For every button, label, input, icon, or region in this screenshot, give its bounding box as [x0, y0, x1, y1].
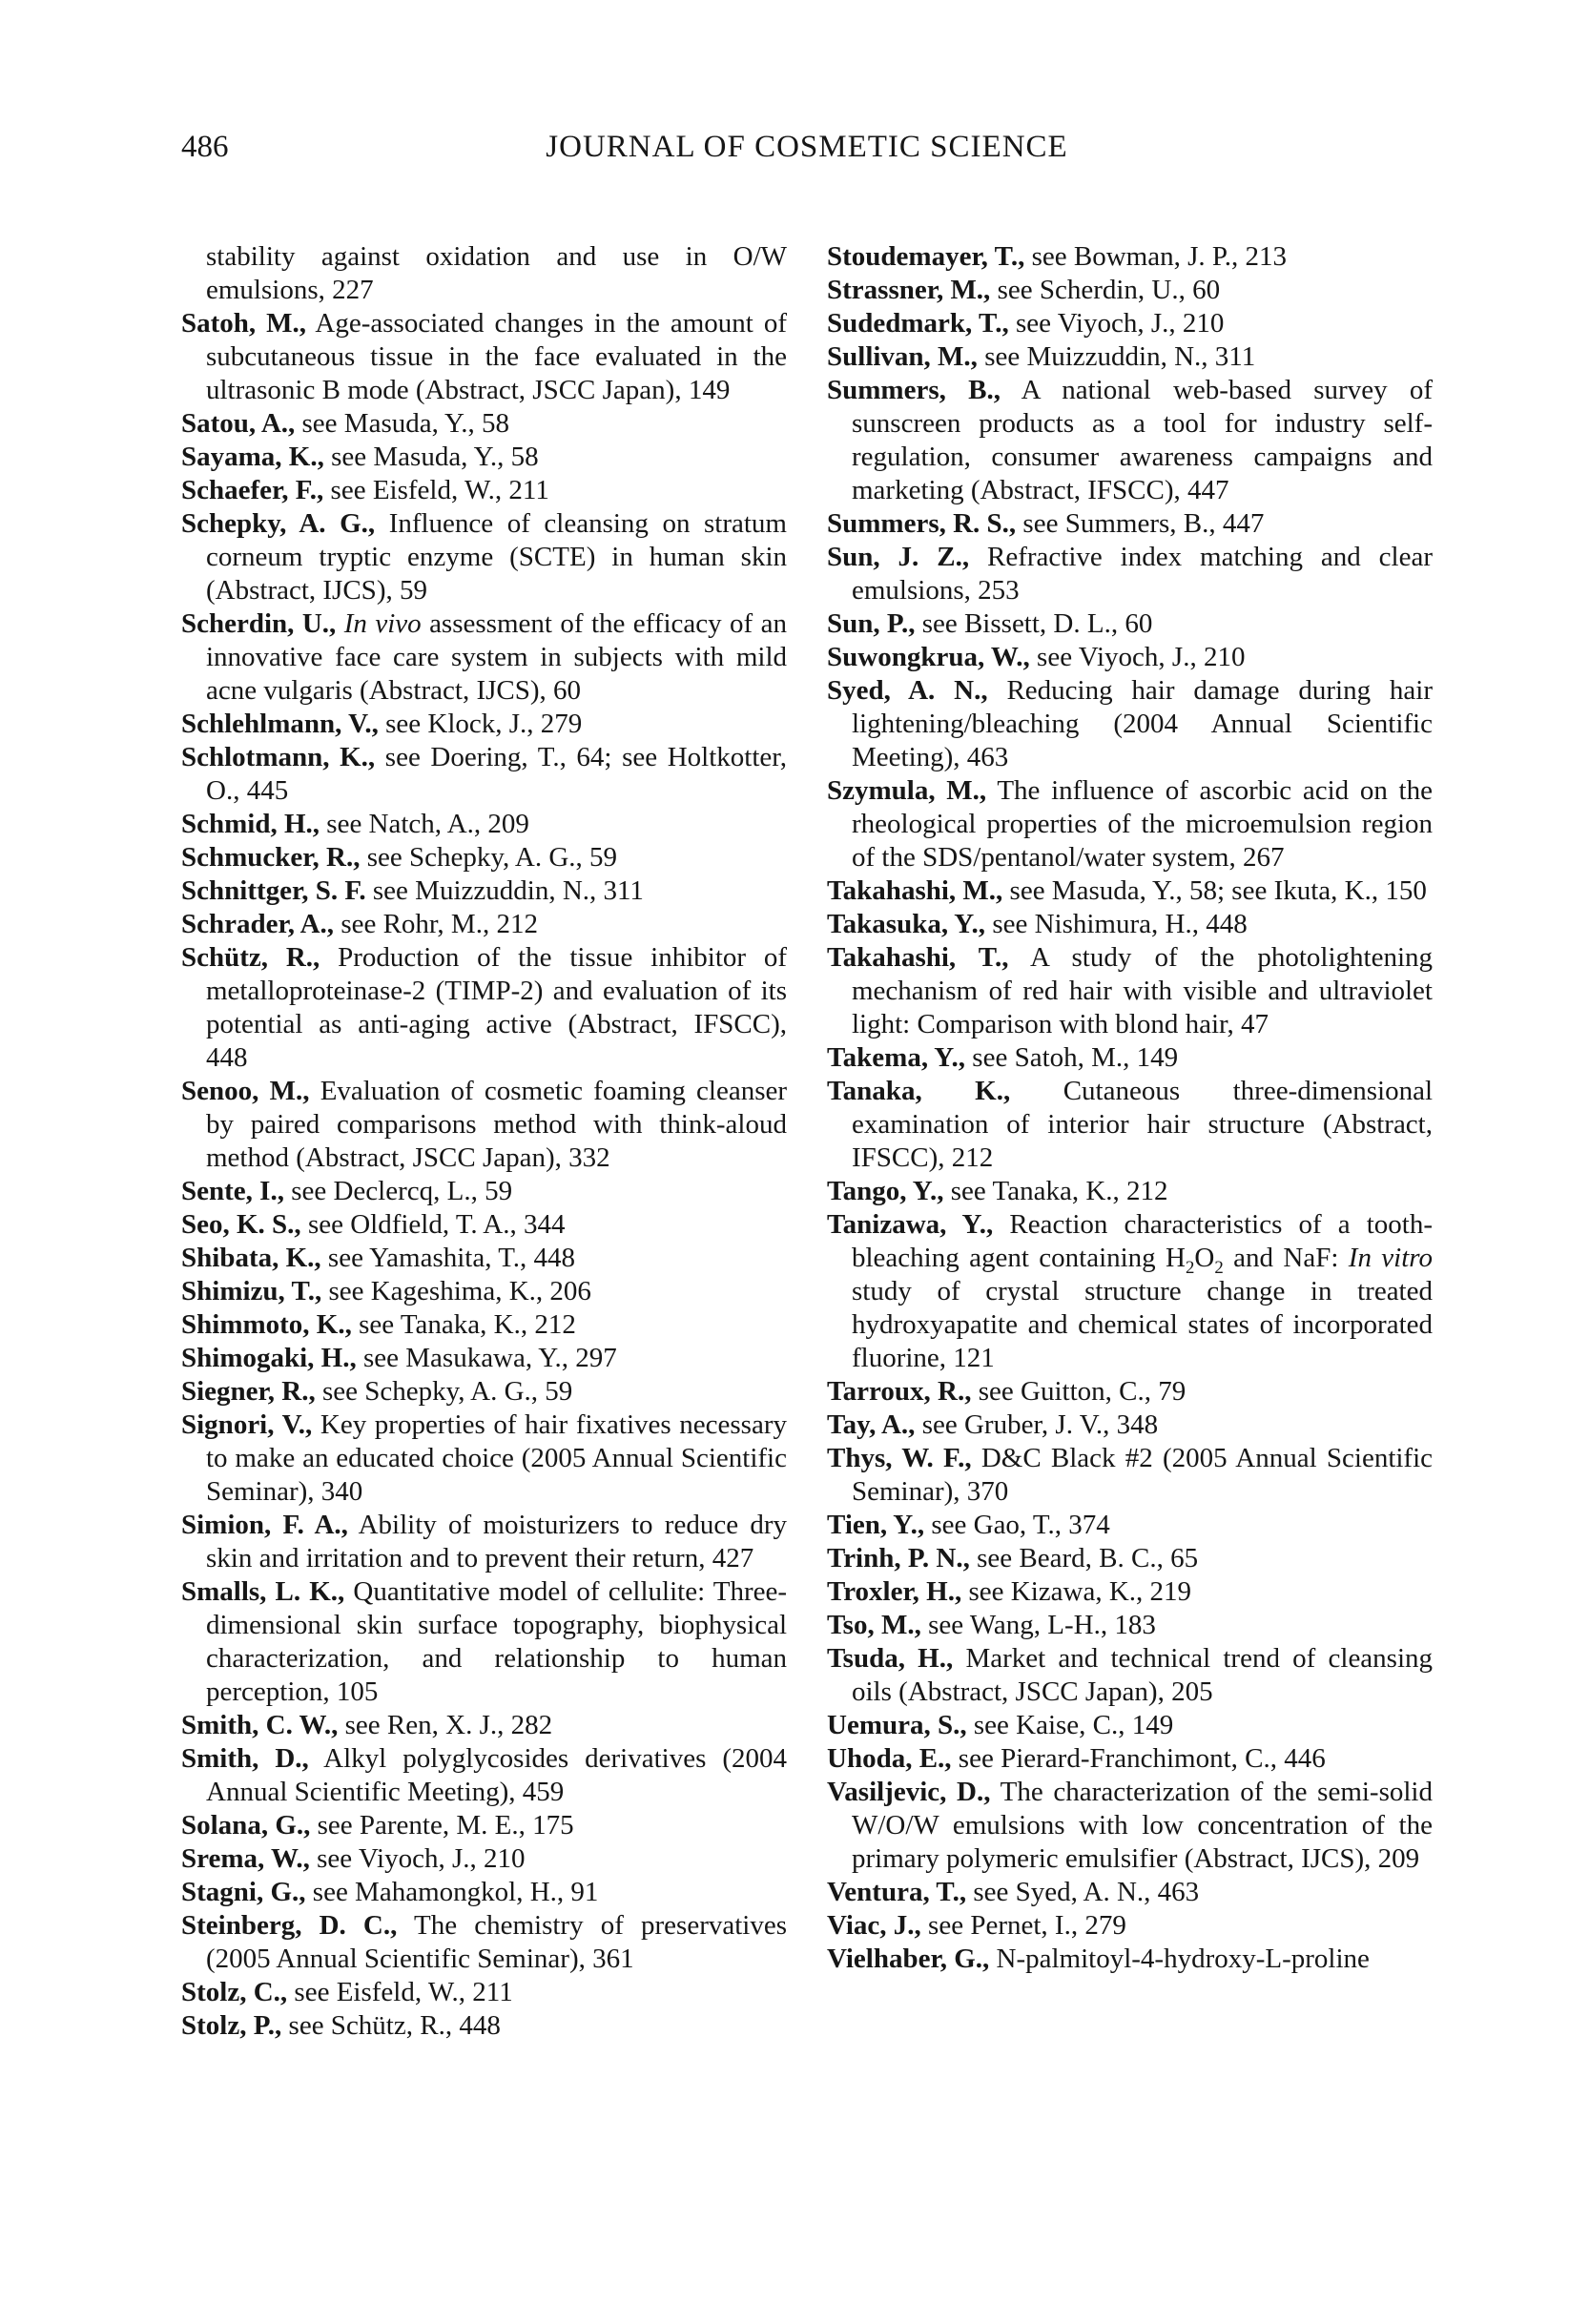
index-entry: Steinberg, D. C., The chemistry of preservatives (2005 Annual Scientific Seminar), 361: [181, 1910, 787, 1974]
entry-author: Uhoda, E.,: [827, 1743, 952, 1774]
index-entry: Schmid, H., see Natch, A., 209: [181, 809, 529, 839]
index-entry: Suwongkrua, W., see Viyoch, J., 210: [827, 642, 1246, 672]
index-entry: Syed, A. N., Reducing hair damage during hair lightening/bleaching (2004 Annual Scientific Meeting), 463: [827, 675, 1433, 772]
entry-author: Ventura, T.,: [827, 1877, 967, 1907]
journal-title: JOURNAL OF COSMETIC SCIENCE: [546, 130, 1068, 164]
entry-author: Sun, J. Z.,: [827, 542, 970, 572]
index-entry: Takasuka, Y., see Nishimura, H., 448: [827, 909, 1248, 939]
entry-author: Takasuka, Y.,: [827, 909, 986, 939]
index-entry: Smalls, L. K., Quantitative model of cellulite: Three-dimensional skin surface topography, biophysical characterization, and relationship to human perception, 105: [181, 1576, 787, 1707]
index-entry: Stoudemayer, T., see Bowman, J. P., 213: [827, 241, 1288, 272]
entry-author: Summers, B.,: [827, 375, 1001, 405]
index-entry: Tien, Y., see Gao, T., 374: [827, 1510, 1110, 1540]
entry-author: Stoudemayer, T.,: [827, 241, 1025, 272]
index-entry: Simion, F. A., Ability of moisturizers to reduce dry skin and irritation and to prevent their return, 427: [181, 1510, 787, 1573]
index-entry: Schepky, A. G., Influence of cleansing on stratum corneum tryptic enzyme (SCTE) in human skin (Abstract, IJCS), 59: [181, 508, 787, 606]
entry-author: Viac, J.,: [827, 1910, 921, 1941]
entry-author: Schlotmann, K.,: [181, 742, 376, 772]
index-column-right: [827, 240, 1433, 2043]
entry-author: Schmid, H.,: [181, 809, 320, 839]
entry-author: Suwongkrua, W.,: [827, 642, 1030, 672]
index-entry: Shimizu, T., see Kageshima, K., 206: [181, 1276, 591, 1306]
index-entry: Satoh, M., Age-associated changes in the amount of subcutaneous tissue in the face evaluated in the ultrasonic B mode (Abstract, JSCC Japan), 149: [181, 308, 787, 405]
index-entry: Takema, Y., see Satoh, M., 149: [827, 1042, 1179, 1073]
index-entry: Schmucker, R., see Schepky, A. G., 59: [181, 842, 618, 873]
entry-author: Signori, V.,: [181, 1409, 313, 1440]
index-entry: Shimogaki, H., see Masukawa, Y., 297: [181, 1343, 617, 1373]
entry-author: Vasiljevic, D.,: [827, 1777, 991, 1807]
entry-author: Scherdin, U.,: [181, 608, 337, 639]
index-entry: Smith, C. W., see Ren, X. J., 282: [181, 1710, 553, 1740]
entry-author: Sullivan, M.,: [827, 341, 978, 372]
index-entry: Trinh, P. N., see Beard, B. C., 65: [827, 1543, 1199, 1573]
entry-author: Schepky, A. G.,: [181, 508, 376, 539]
entry-author: Schrader, A.,: [181, 909, 335, 939]
entry-author: Troxler, H.,: [827, 1576, 962, 1607]
index-entry: Vasiljevic, D., The characterization of the semi-solid W/O/W emulsions with low concentration of the primary polymeric emulsifier (Abstract, IJCS), 209: [827, 1777, 1433, 1874]
index-entry: Solana, G., see Parente, M. E., 175: [181, 1810, 574, 1841]
index-entry: Signori, V., Key properties of hair fixatives necessary to make an educated choice (2005 Annual Scientific Seminar), 340: [181, 1409, 787, 1507]
entry-author: Trinh, P. N.,: [827, 1543, 970, 1573]
index-entry: Summers, B., A national web-based survey of sunscreen products as a tool for industry self-regulation, consumer awareness campaigns and marketing (Abstract, IFSCC), 447: [827, 375, 1434, 505]
index-entry: Tanizawa, Y., Reaction characteristics of a tooth-bleaching agent containing $H_2O_2$ and NaF: In vitro study of crystal structure change in treated hydroxyapatite and chemical states of incorporated fluorine, 121: [827, 1209, 1434, 1373]
entry-author: Smith, D.,: [181, 1743, 309, 1774]
entry-author: Takahashi, M.,: [827, 875, 1003, 906]
index-entry: Sudedmark, T., see Viyoch, J., 210: [827, 308, 1225, 339]
index-entry: Tanaka, K., Cutaneous three-dimensional examination of interior hair structure (Abstract, IFSCC), 212: [827, 1076, 1433, 1173]
entry-author: Sente, I.,: [181, 1176, 284, 1206]
index-entry: Tsuda, H., Market and technical trend of cleansing oils (Abstract, JSCC Japan), 205: [827, 1643, 1434, 1707]
entry-author: Simion, F. A.,: [181, 1510, 348, 1540]
entry-author: Senoo, M.,: [181, 1076, 310, 1106]
index-entry: Siegner, R., see Schepky, A. G., 59: [181, 1376, 573, 1407]
index-entry: Takahashi, T., A study of the photolightening mechanism of red hair with visible and ultraviolet light: Comparison with blond hair, 47: [827, 942, 1433, 1039]
entry-author: Syed, A. N.,: [827, 675, 988, 706]
entry-author: Schlehlmann, V.,: [181, 709, 379, 739]
entry-author: Solana, G.,: [181, 1810, 311, 1841]
entry-author: Stolz, C.,: [181, 1977, 288, 2007]
index-entry: Sun, P., see Bissett, D. L., 60: [827, 608, 1153, 639]
index-entry: Sayama, K., see Masuda, Y., 58: [181, 442, 539, 472]
index-entry: Szymula, M., The influence of ascorbic acid on the rheological properties of the microemulsion region of the SDS/pentanol/​water system, 267: [827, 775, 1433, 873]
index-entry: Tay, A., see Gruber, J. V., 348: [827, 1409, 1159, 1440]
entry-author: Tango, Y.,: [827, 1176, 944, 1206]
entry-author: Schaefer, F.,: [181, 475, 324, 505]
entry-author: Smalls, L. K.,: [181, 1576, 345, 1607]
index-entry: Sun, J. Z., Refractive index matching and clear emulsions, 253: [827, 542, 1433, 606]
italic-text: In vivo: [343, 608, 422, 639]
index-entry: Srema, W., see Viyoch, J., 210: [181, 1843, 526, 1874]
index-entry: Schnittger, S. F. see Muizzuddin, N., 311: [181, 875, 644, 906]
page-header: [181, 130, 1433, 168]
index-entry: Viac, J., see Pernet, I., 279: [827, 1910, 1126, 1941]
index-entry: Shimmoto, K., see Tanaka, K., 212: [181, 1309, 576, 1340]
entry-author: Szymula, M.,: [827, 775, 987, 806]
entry-author: Srema, W.,: [181, 1843, 310, 1874]
page-number: 486: [181, 130, 229, 164]
entry-author: Smith, C. W.,: [181, 1710, 339, 1740]
entry-author: Sun, P.,: [827, 608, 916, 639]
index-entry: Sente, I., see Declercq, L., 59: [181, 1176, 513, 1206]
entry-author: Satou, A.,: [181, 408, 296, 439]
entry-author: Schnittger, S. F.: [181, 875, 366, 906]
index-column-left: [181, 240, 787, 2043]
index-entry: Sullivan, M., see Muizzuddin, N., 311: [827, 341, 1256, 372]
entry-author: Tay, A.,: [827, 1409, 916, 1440]
entry-author: Thys, W. F.,: [827, 1443, 972, 1473]
index-entry: Stagni, G., see Mahamongkol, H., 91: [181, 1877, 599, 1907]
entry-author: Stagni, G.,: [181, 1877, 306, 1907]
entry-author: Tanaka, K.,: [827, 1076, 1011, 1106]
index-entry: Uemura, S., see Kaise, C., 149: [827, 1710, 1174, 1740]
index-entry: stability against oxidation and use in O/W emulsions, 227: [206, 241, 787, 305]
entry-author: Summers, R. S.,: [827, 508, 1017, 539]
index-entry: Stolz, P., see Schütz, R., 448: [181, 2010, 501, 2041]
index-entry: Schütz, R., Production of the tissue inhibitor of metalloproteinase-2 (TIMP-2) and evaluation of its potential as anti-aging active (Abstract, IFSCC), 448: [181, 942, 787, 1073]
entry-author: Shimizu, T.,: [181, 1276, 322, 1306]
entry-author: Takema, Y.,: [827, 1042, 966, 1073]
entry-author: Steinberg, D. C.,: [181, 1910, 398, 1941]
entry-author: Satoh, M.,: [181, 308, 307, 339]
entry-author: Shibata, K.,: [181, 1243, 321, 1273]
index-entry: Schlehlmann, V., see Klock, J., 279: [181, 709, 583, 739]
entry-author: Sudedmark, T.,: [827, 308, 1009, 339]
index-entry: Uhoda, E., see Pierard-Franchimont, C., 446: [827, 1743, 1326, 1774]
index-entry: Takahashi, M., see Masuda, Y., 58; see Ikuta, K., 150: [827, 875, 1427, 906]
entry-author: Stolz, P.,: [181, 2010, 282, 2041]
index-entry: Satou, A., see Masuda, Y., 58: [181, 408, 509, 439]
entry-author: Seo, K. S.,: [181, 1209, 301, 1240]
index-entry: Troxler, H., see Kizawa, K., 219: [827, 1576, 1192, 1607]
index-entry: Schlotmann, K., see Doering, T., 64; see Holtkotter, O., 445: [181, 742, 787, 806]
index-entry: Senoo, M., Evaluation of cosmetic foaming cleanser by paired comparisons method with think-aloud method (Abstract, JSCC Japan), 332: [181, 1076, 788, 1173]
entry-author: Strassner, M.,: [827, 275, 991, 305]
index-entry: Thys, W. F., D&C Black #2 (2005 Annual Scientific Seminar), 370: [827, 1443, 1434, 1507]
index-entry: Scherdin, U., In vivo assessment of the efficacy of an innovative face care system in subjects with mild acne vulgaris (Abstract, IJCS), 60: [181, 608, 788, 706]
index-entry: Stolz, C., see Eisfeld, W., 211: [181, 1977, 513, 2007]
entry-author: Tien, Y.,: [827, 1510, 925, 1540]
index-entry: Seo, K. S., see Oldfield, T. A., 344: [181, 1209, 566, 1240]
entry-author: Tanizawa, Y.,: [827, 1209, 994, 1240]
entry-author: Tsuda, H.,: [827, 1643, 954, 1674]
index-entry: Tango, Y., see Tanaka, K., 212: [827, 1176, 1168, 1206]
index-entry: Vielhaber, G., N-palmitoyl-4-hydroxy-L-proline: [827, 1944, 1370, 1974]
entry-author: Shimogaki, H.,: [181, 1343, 357, 1373]
entry-author: Sayama, K.,: [181, 442, 324, 472]
entry-author: Uemura, S.,: [827, 1710, 967, 1740]
index-entry: Shibata, K., see Yamashita, T., 448: [181, 1243, 576, 1273]
index-entry: Summers, R. S., see Summers, B., 447: [827, 508, 1265, 539]
entry-author: Tso, M.,: [827, 1610, 921, 1640]
index-entry: Ventura, T., see Syed, A. N., 463: [827, 1877, 1200, 1907]
index-entry: Schrader, A., see Rohr, M., 212: [181, 909, 538, 939]
index-entry: Schaefer, F., see Eisfeld, W., 211: [181, 475, 549, 505]
entry-author: Shimmoto, K.,: [181, 1309, 352, 1340]
index-entry: Strassner, M., see Scherdin, U., 60: [827, 275, 1221, 305]
italic-text: In vitro: [1348, 1243, 1434, 1273]
entry-author: Vielhaber, G.,: [827, 1944, 990, 1974]
subscript-text: 2: [1186, 1257, 1195, 1278]
entry-author: Schmucker, R.,: [181, 842, 361, 873]
subscript-text: 2: [1214, 1257, 1224, 1278]
index-entry: Tso, M., see Wang, L-H., 183: [827, 1610, 1156, 1640]
index-entry: Tarroux, R., see Guitton, C., 79: [827, 1376, 1187, 1407]
entry-author: Tarroux, R.,: [827, 1376, 972, 1407]
author-index: [181, 240, 1433, 2043]
entry-author: Takahashi, T.,: [827, 942, 1009, 973]
entry-author: Siegner, R.,: [181, 1376, 316, 1407]
index-entry: Smith, D., Alkyl polyglycosides derivatives (2004 Annual Scientific Meeting), 459: [181, 1743, 787, 1807]
entry-author: Schütz, R.,: [181, 942, 320, 973]
